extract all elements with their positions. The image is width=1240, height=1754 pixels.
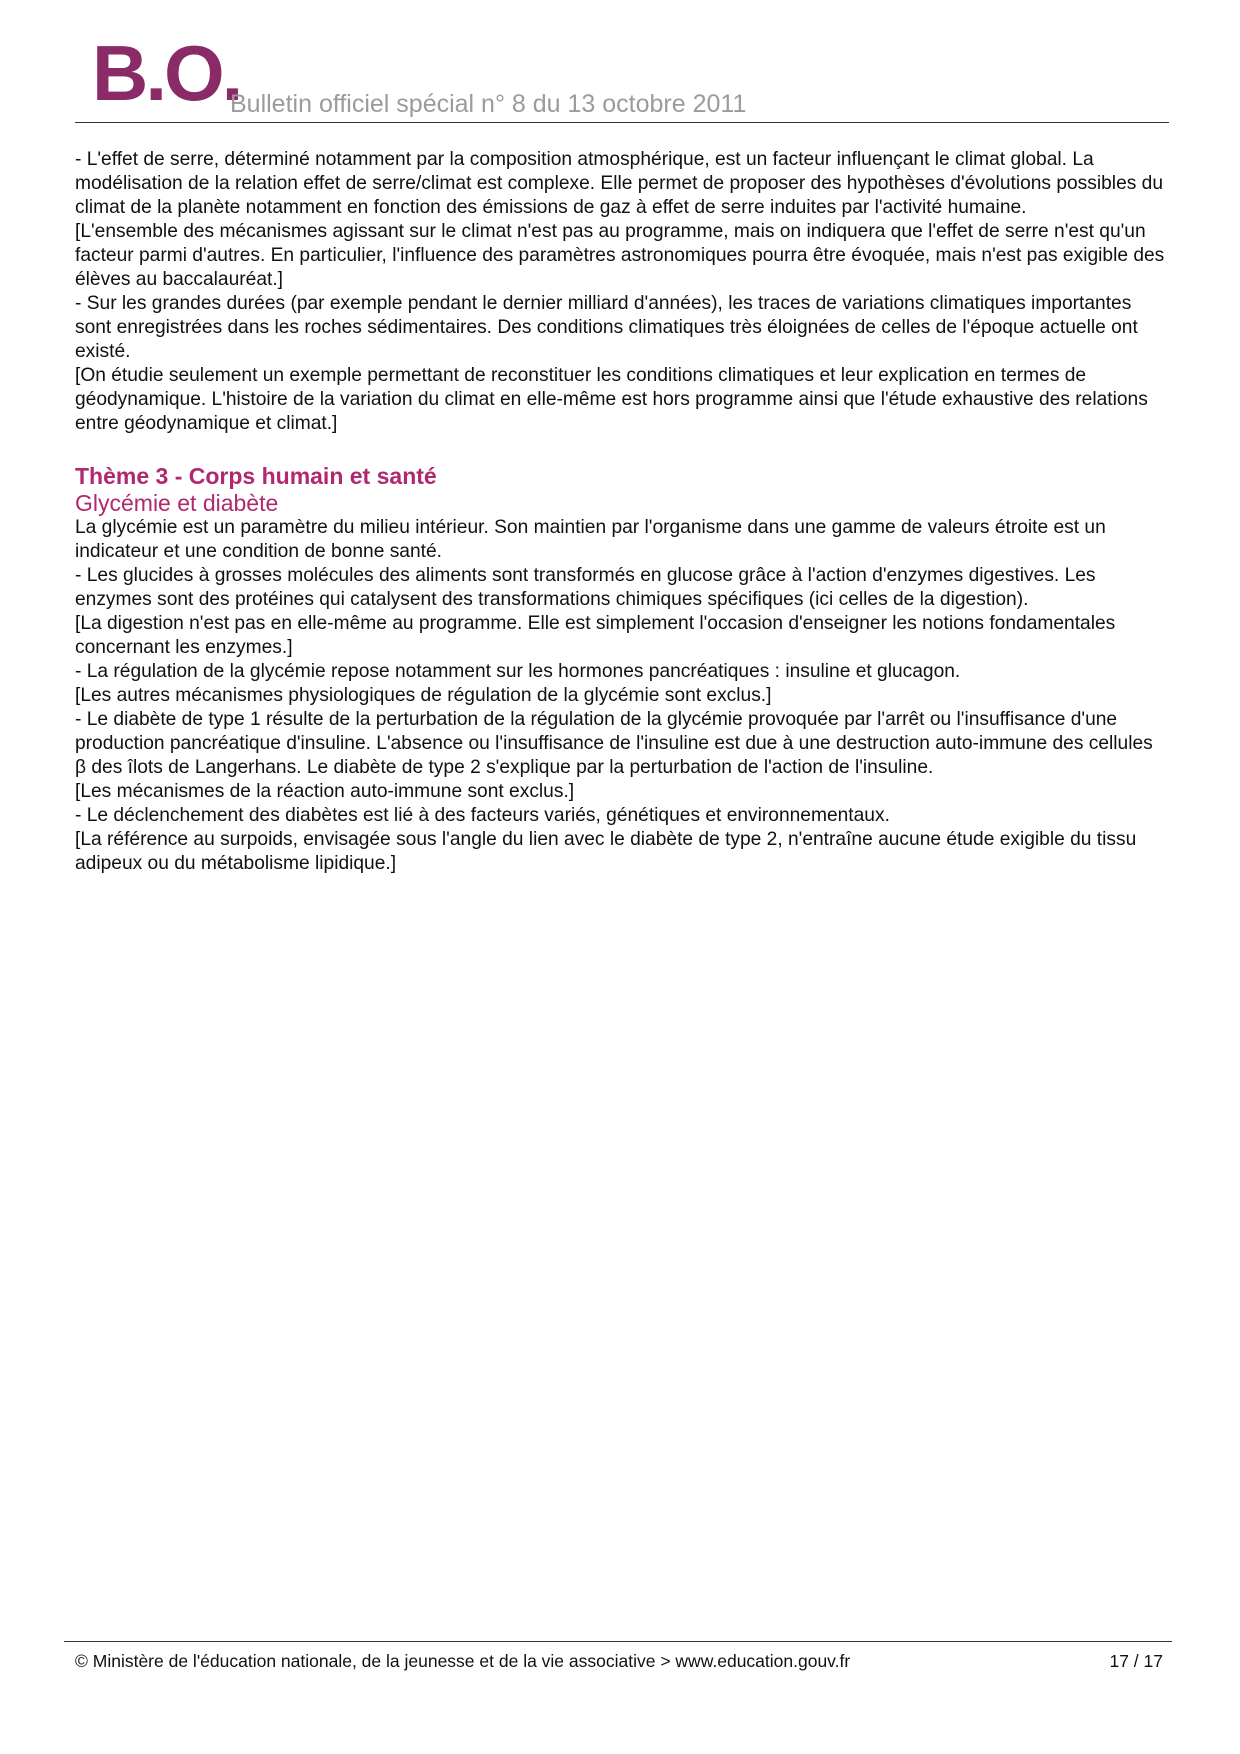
paragraph: - Les glucides à grosses molécules des aliments sont transformés en glucose grâce à l'action d'enzymes digestives. Les enzymes sont des protéines qui catalysent des transformations chimiques spécifiques (ici celles de la digestion).	[75, 565, 1096, 610]
paragraph: - L'effet de serre, déterminé notamment par la composition atmosphérique, est un facteur influençant le climat global. La modélisation de la relation effet de serre/climat est complexe. Elle permet de proposer des hypothèses d'évolutions possibles du climat de la planète notamment en fonction des émissions de gaz à effet de serre induites par l'activité humaine.	[75, 149, 1164, 218]
bulletin-title: Bulletin officiel spécial n° 8 du 13 octobre 2011	[230, 90, 747, 118]
footer-divider	[64, 1641, 1172, 1642]
page-number: 17 / 17	[1109, 1651, 1163, 1671]
header-divider	[75, 122, 1169, 123]
paragraph: [Les autres mécanismes physiologiques de régulation de la glycémie sont exclus.]	[75, 685, 772, 706]
footer-copyright: © Ministère de l'éducation nationale, de la jeunesse et de la vie associative > www.education.gouv.fr	[75, 1651, 851, 1671]
paragraph: - Le déclenchement des diabètes est lié à des facteurs variés, génétiques et environnementaux.	[75, 805, 890, 826]
paragraph: [La digestion n'est pas en elle-même au programme. Elle est simplement l'occasion d'enseigner les notions fondamentales concernant les enzymes.]	[75, 613, 1116, 658]
theme-subheading: Glycémie et diabète	[75, 490, 279, 516]
document-body	[75, 148, 1169, 876]
paragraph: La glycémie est un paramètre du milieu intérieur. Son maintien par l'organisme dans une gamme de valeurs étroite est un indicateur et une condition de bonne santé.	[75, 517, 1106, 562]
paragraph: [Les mécanismes de la réaction auto-immune sont exclus.]	[75, 781, 575, 802]
paragraph: [L'ensemble des mécanismes agissant sur le climat n'est pas au programme, mais on indiquera que l'effet de serre n'est qu'un facteur parmi d'autres. En particulier, l'influence des paramètres astronomiques pourra être évoquée, mais n'est pas exigible des élèves au baccalauréat.]	[75, 221, 1165, 290]
paragraph: - Sur les grandes durées (par exemple pendant le dernier milliard d'années), les traces de variations climatiques importantes sont enregistrées dans les roches sédimentaires. Des conditions climatiques très éloignées de celles de l'époque actuelle ont existé.	[75, 293, 1138, 362]
paragraph: [La référence au surpoids, envisagée sous l'angle du lien avec le diabète de type 2, n'entraîne aucune étude exigible du tissu adipeux ou du métabolisme lipidique.]	[75, 829, 1137, 874]
theme-heading: Thème 3 - Corps humain et santé	[75, 463, 437, 489]
bo-logo: B.O.	[92, 29, 241, 117]
paragraph: [On étudie seulement un exemple permettant de reconstituer les conditions climatiques et leur explication en termes de géodynamique. L'histoire de la variation du climat en elle-même est hors programme ainsi que l'étude exhaustive des relations entre géodynamique et climat.]	[75, 365, 1148, 434]
paragraph: - La régulation de la glycémie repose notamment sur les hormones pancréatiques : insuline et glucagon.	[75, 661, 961, 682]
paragraph: - Le diabète de type 1 résulte de la perturbation de la régulation de la glycémie provoquée par l'arrêt ou l'insuffisance d'une production pancréatique d'insuline. L'absence ou l'insuffisance de l'insuline est due à une destruction auto-immune des cellules β des îlots de Langerhans. Le diabète de type 2 s'explique par la perturbation de l'action de l'insuline.	[75, 709, 1153, 778]
